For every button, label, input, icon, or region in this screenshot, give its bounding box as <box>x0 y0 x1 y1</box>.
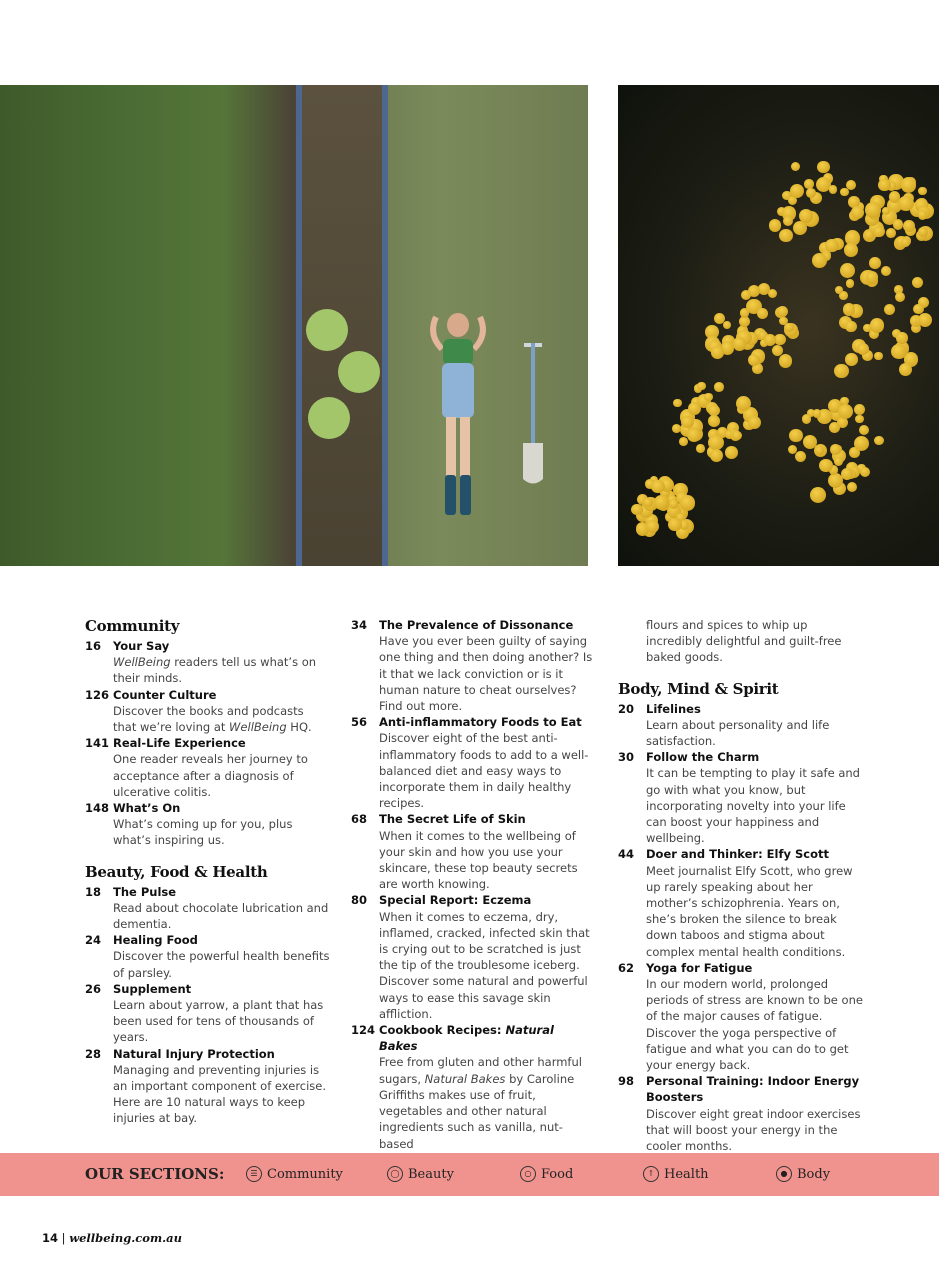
yarrow-floret <box>696 444 705 453</box>
section-beauty[interactable] <box>387 1166 454 1182</box>
page-number: 126 <box>85 687 110 702</box>
entry-title: Supplement <box>113 981 192 996</box>
yarrow-floret <box>812 253 827 268</box>
person-icon: ● <box>776 1166 792 1182</box>
section-community[interactable] <box>246 1166 343 1182</box>
apple-icon: ○ <box>520 1166 536 1182</box>
entry-description: When it comes to the wellbeing of your skin and how you use your skincare, these top beauty secrets are worth knowing. <box>379 828 578 892</box>
entry-description: It can be tempting to play it safe and go with what you know, but incorporating novelty into your life can boost your happiness and wellbeing. <box>646 766 860 846</box>
yarrow-floret <box>854 404 865 415</box>
entry-title: Personal Training: Indoor Energy Boosters <box>646 1074 860 1105</box>
toc-entry[interactable] <box>85 932 330 981</box>
page-number: 34 <box>351 618 368 632</box>
garden-photo <box>0 85 588 566</box>
yarrow-floret <box>898 196 913 211</box>
yarrow-floret <box>777 306 788 317</box>
yarrow-floret <box>654 495 669 510</box>
website-link[interactable]: wellbeing.com.au <box>69 1231 182 1245</box>
shovel <box>522 343 544 488</box>
toc-entry[interactable] <box>351 714 596 811</box>
yarrow-floret <box>844 243 858 257</box>
yarrow-floret <box>893 219 904 230</box>
woman-lying-in-grass <box>428 305 488 525</box>
contents-column-3 <box>618 617 863 1154</box>
yarrow-floret <box>854 436 869 451</box>
entry-title: The Secret Life of Skin <box>379 812 526 827</box>
yarrow-floret <box>708 435 724 451</box>
lips-icon: ◯ <box>387 1166 403 1182</box>
entry-title: Healing Food <box>113 933 198 948</box>
page-number: 98 <box>618 1074 635 1089</box>
section-heading-community: Community <box>85 617 180 635</box>
yarrow-floret <box>819 459 832 472</box>
bed-rail-right <box>382 85 388 566</box>
entry-description-continued: flours and spices to whip up incredibly delightful and guilt-free baked goods. <box>646 618 842 665</box>
yarrow-floret <box>830 444 841 455</box>
yarrow-floret <box>679 437 688 446</box>
section-label: Community <box>267 1166 343 1182</box>
yarrow-floret <box>847 482 857 492</box>
entry-title: The Pulse <box>113 884 177 899</box>
page-number: 141 <box>85 736 110 751</box>
entry-title: Yoga for Fatigue <box>646 960 753 975</box>
yarrow-floret <box>732 431 742 441</box>
entry-title: Counter Culture <box>113 687 217 702</box>
yarrow-floret <box>845 321 857 333</box>
yarrow-floret <box>895 292 905 302</box>
toc-entry[interactable] <box>618 749 863 846</box>
yarrow-floret <box>840 263 855 278</box>
yarrow-floret <box>769 219 782 232</box>
section-label: Beauty <box>408 1166 454 1182</box>
yarrow-floret <box>845 353 858 366</box>
yarrow-floret <box>774 334 786 346</box>
yarrow-floret <box>899 363 912 376</box>
yarrow-floret <box>817 161 829 173</box>
lettuce <box>306 309 348 351</box>
yarrow-floret <box>881 266 891 276</box>
yarrow-floret <box>834 457 843 466</box>
page-number: 44 <box>618 847 635 862</box>
section-heading-body-mind-spirit: Body, Mind & Spirit <box>618 679 779 698</box>
page-number: 26 <box>85 981 102 996</box>
toc-entry[interactable] <box>618 701 863 750</box>
yarrow-floret <box>825 239 838 252</box>
yarrow-floret <box>866 271 878 283</box>
entry-title: The Prevalence of Dissonance <box>379 618 574 632</box>
yarrow-floret <box>838 404 853 419</box>
bed-rail-left <box>296 85 302 566</box>
yarrow-floret <box>829 185 837 193</box>
entry-title: Cookbook Recipes: Natural Bakes <box>379 1023 554 1054</box>
section-label: Body <box>797 1166 831 1182</box>
yarrow-floret <box>873 226 884 237</box>
yarrow-floret <box>631 504 642 515</box>
page-number: 62 <box>618 960 635 975</box>
folio-separator: | <box>58 1231 70 1245</box>
entry-description: One reader reveals her journey to acceptance after a diagnosis of ulcerative colitis. <box>113 752 308 799</box>
toc-entry[interactable] <box>85 687 330 736</box>
section-body[interactable] <box>776 1166 830 1182</box>
yarrow-floret <box>783 216 793 226</box>
section-heading-beauty-food-health: Beauty, Food & Health <box>85 862 268 881</box>
entry-description: Discover the books and podcasts that we’re loving at WellBeing HQ. <box>113 703 312 735</box>
entry-description: Learn about personality and life satisfaction. <box>646 717 830 749</box>
yarrow-floret <box>779 229 792 242</box>
entry-title: Your Say <box>113 639 170 653</box>
entry-title: Real-Life Experience <box>113 736 246 751</box>
entry-title: Anti-inflammatory Foods to Eat <box>379 715 582 730</box>
yarrow-floret <box>851 206 864 219</box>
entry-description: Read about chocolate lubrication and dementia. <box>113 900 329 932</box>
entry-description: Discover eight great indoor exercises that will boost your energy in the cooler months. <box>646 1106 861 1154</box>
entry-description: Discover eight of the best anti-inflammatory foods to add to a well-balanced diet and easy ways to incorporate them in daily healthy recipes. <box>379 731 589 811</box>
yarrow-floret <box>918 313 932 327</box>
toc-entry[interactable] <box>351 892 596 1022</box>
yarrow-floret <box>912 277 923 288</box>
entry-title: Doer and Thinker: Elfy Scott <box>646 847 829 862</box>
yarrow-floret <box>733 337 746 350</box>
yarrow-floret <box>680 495 696 511</box>
yarrow-floret <box>697 382 706 391</box>
yarrow-floret <box>865 202 881 218</box>
yarrow-floret <box>841 468 853 480</box>
yarrow-floret <box>714 382 724 392</box>
yarrow-floret <box>878 179 891 192</box>
page-number: 16 <box>85 639 102 653</box>
yarrow-floret <box>672 424 681 433</box>
yarrow-floret <box>687 428 701 442</box>
lettuce <box>338 351 380 393</box>
toc-entry[interactable] <box>85 884 330 933</box>
section-label: Health <box>664 1166 709 1182</box>
yarrow-floret <box>704 393 712 401</box>
page-number: 124 <box>351 1023 376 1038</box>
yarrow-floret <box>840 188 848 196</box>
yarrow-floret <box>918 187 927 196</box>
page-number: 148 <box>85 801 110 816</box>
page-number: 80 <box>351 893 368 908</box>
toc-entry[interactable] <box>618 846 863 959</box>
yarrow-floret <box>757 308 768 319</box>
yarrow-floret <box>901 177 917 193</box>
yarrow-floret <box>710 449 723 462</box>
yarrow-floret <box>791 162 801 172</box>
entry-description: Managing and preventing injuries is an important component of exercise. Here are 10 natural ways to keep injuries at bay. <box>113 1062 327 1126</box>
yarrow-floret <box>810 487 826 503</box>
toc-entry[interactable] <box>618 960 863 1073</box>
page-number: 56 <box>351 715 368 730</box>
yarrow-floret <box>896 332 907 343</box>
yarrow-floret <box>711 346 724 359</box>
page-number: 68 <box>351 812 368 827</box>
entry-title: Natural Injury Protection <box>113 1046 275 1061</box>
our-sections-label: OUR SECTIONS: <box>85 1165 225 1183</box>
yarrow-floret <box>748 354 760 366</box>
yarrow-floret <box>790 184 804 198</box>
yarrow-floret <box>725 446 738 459</box>
page-number: 18 <box>85 884 102 899</box>
yarrow-floret <box>688 402 701 415</box>
yarrow-floret <box>860 467 871 478</box>
yarrow-floret <box>779 317 787 325</box>
folio-page-number: 14 <box>42 1231 59 1245</box>
toc-entry[interactable] <box>351 811 596 892</box>
yarrow-floret <box>884 304 895 315</box>
yarrow-floret <box>891 344 906 359</box>
yarrow-floret <box>886 228 896 238</box>
entry-description: What’s coming up for you, plus what’s inspiring us. <box>113 817 293 848</box>
page-number: 24 <box>85 933 102 948</box>
page-number: 30 <box>618 750 635 765</box>
yarrow-floret <box>859 425 869 435</box>
yarrow-floret <box>646 520 659 533</box>
yarrow-floret <box>834 364 849 379</box>
toc-entry[interactable] <box>618 1073 863 1154</box>
entry-title: Special Report: Eczema <box>379 893 532 908</box>
yarrow-floret <box>789 429 803 443</box>
heartbeat-icon: ↑ <box>643 1166 659 1182</box>
lettuce <box>308 397 350 439</box>
yarrow-floret <box>668 518 681 531</box>
yarrow-floret <box>874 352 882 360</box>
toc-entry[interactable] <box>85 735 330 800</box>
yarrow-floret <box>870 318 885 333</box>
yarrow-floret <box>643 498 652 507</box>
yarrow-floret <box>723 321 731 329</box>
our-sections-bar <box>0 1153 939 1196</box>
toc-entry[interactable] <box>85 638 330 687</box>
yarrow-floret <box>673 399 681 407</box>
yarrow-floret <box>708 415 720 427</box>
yarrow-floret <box>869 257 881 269</box>
toc-entry[interactable] <box>85 981 330 1046</box>
entry-description: Have you ever been guilty of saying one thing and then doing another? Is it that we lack conviction or is it human nature to cheat ourselves? Find out more. <box>379 634 593 714</box>
yarrow-floret <box>903 220 915 232</box>
book-icon: ☰ <box>246 1166 262 1182</box>
entry-title: What’s On <box>113 801 181 816</box>
toc-entry[interactable] <box>351 617 596 714</box>
yarrow-floret <box>846 279 855 288</box>
page-footer <box>42 1231 182 1245</box>
yarrow-floret <box>855 415 863 423</box>
entry-description: Free from gluten and other harmful sugars, Natural Bakes by Caroline Griffiths makes use of fruit, vegetables and other natural ingredients such as vanilla, nut-based <box>379 1055 582 1151</box>
yarrow-floret <box>764 334 776 346</box>
yarrow-floret <box>779 354 792 367</box>
yarrow-floret <box>681 416 693 428</box>
page-number: 20 <box>618 701 635 716</box>
entry-description: Discover the powerful health benefits of parsley. <box>113 949 330 980</box>
section-food[interactable] <box>520 1166 573 1182</box>
entry-description: WellBeing readers tell us what’s on their minds. <box>113 655 317 686</box>
entry-description: When it comes to eczema, dry, inflamed, cracked, infected skin that is crying out to be scratched is just the tip of the troublesome iceberg. Discover some natural and powerful ways to ease this savage skin affliction. <box>379 909 590 1021</box>
toc-entry[interactable] <box>85 1046 330 1127</box>
contents-column-1 <box>85 617 330 1127</box>
yarrow-floret <box>669 499 678 508</box>
yarrow-floret <box>795 451 806 462</box>
yarrow-floret <box>918 210 927 219</box>
yarrow-floret <box>874 436 884 446</box>
entry-description: In our modern world, prolonged periods of stress are known to be one of the major causes of fatigue. Discover the yoga perspective of fatigue and what you can do to get your energy back. <box>646 977 863 1073</box>
section-label: Food <box>541 1166 574 1182</box>
entry-title: Follow the Charm <box>646 750 760 765</box>
yarrow-floret <box>829 422 840 433</box>
yarrow-floret <box>748 416 761 429</box>
entry-description: Meet journalist Elfy Scott, who grew up rarely speaking about her mother’s schizophrenia. Years on, she’s broken the silence to break down taboos and stigma about complex mental health conditions. <box>646 863 853 959</box>
yarrow-floret <box>802 414 812 424</box>
contents-column-2 <box>351 617 596 1152</box>
yarrow-floret <box>736 396 751 411</box>
toc-entry[interactable] <box>85 800 330 849</box>
yarrow-floret <box>918 227 928 237</box>
yarrow-floret <box>804 179 813 188</box>
entry-title: Lifelines <box>646 701 701 716</box>
entry-description: Learn about yarrow, a plant that has been used for tens of thousands of years. <box>113 998 324 1045</box>
yarrow-floret <box>748 285 760 297</box>
page-number: 28 <box>85 1046 102 1061</box>
toc-entry[interactable] <box>351 1022 596 1152</box>
yarrow-floret <box>901 238 910 247</box>
section-health[interactable] <box>643 1166 709 1182</box>
yarrow-flower-photo <box>618 85 939 566</box>
yarrow-floret <box>708 405 719 416</box>
